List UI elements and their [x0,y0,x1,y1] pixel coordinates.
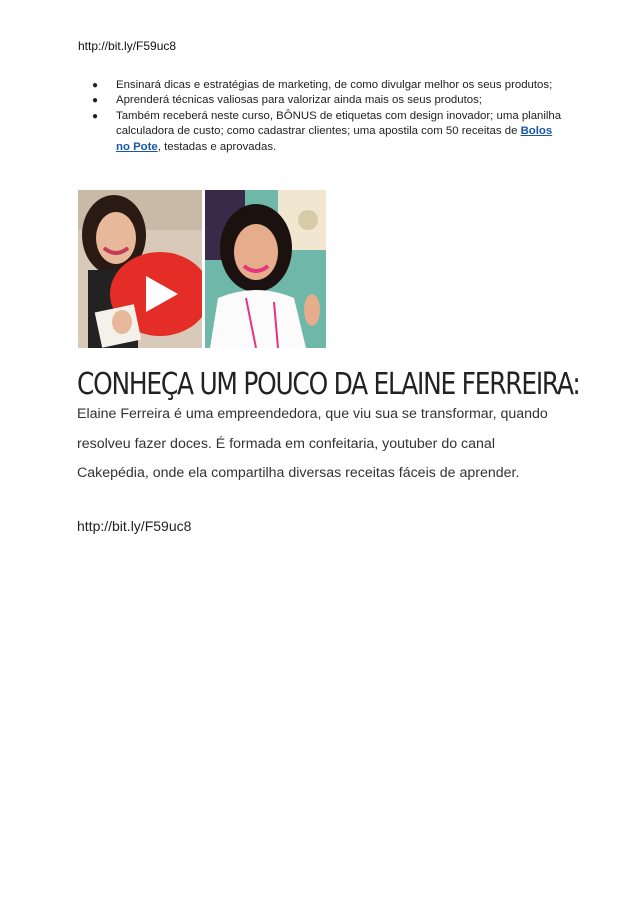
section-heading: CONHEÇA UM POUCO DA ELAINE FERREIRA: [77,367,580,403]
list-item [92,78,562,93]
list-item [92,93,562,108]
list-item-text-after: , testadas e aprovadas. [157,140,277,153]
list-item-text: Também receberá neste curso, BÔNUS de etiquetas com design inovador; uma planilha calculadora de custo; como cadastrar clientes; uma apostila com 50 receitas de [116,109,562,138]
list-item [92,109,562,155]
bio-paragraph: Elaine Ferreira é uma empreendedora, que viu sua se transformar, quando resolveu fazer doces. É formada em confeitaria, youtuber do canal Cakepédia, onde ela compartilha diversas receitas fáceis de aprender. [77,406,548,481]
bullet-icon: ● [92,110,99,122]
bolos-no-pote-link[interactable]: Bolos no Pote [116,125,553,153]
footer-url[interactable]: http://bit.ly/F59uc8 [77,518,192,534]
header-url[interactable]: http://bit.ly/F59uc8 [78,39,177,53]
feature-list [92,78,562,155]
elaine-photo [78,190,326,348]
bullet-icon: ● [92,80,99,91]
list-item-text: Ensinará dicas e estratégias de marketing, de como divulgar melhor os seus produtos; [116,79,553,91]
bullet-icon: ● [92,95,99,107]
list-item-text: Aprenderá técnicas valiosas para valorizar ainda mais os seus produtos; [116,94,482,107]
